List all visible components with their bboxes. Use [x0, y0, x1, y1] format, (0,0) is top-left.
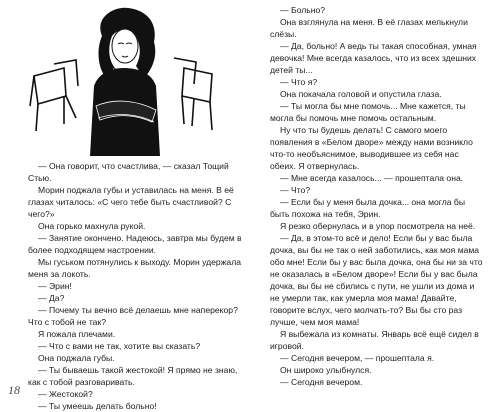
paragraph: — Ты умеешь делать больно!	[38, 401, 157, 411]
paragraph: Она поджала губы.	[38, 353, 115, 363]
paragraph: — Ты бываешь такой жестокой! Я прямо не знаю, как с тобой разговаривать.	[28, 365, 238, 387]
paragraph: — Что я?	[280, 77, 318, 87]
paragraph: — Больно?	[280, 5, 326, 15]
paragraph: — Жестокой?	[38, 389, 93, 399]
paragraph: — Эрин!	[38, 281, 72, 291]
paragraph: — Да, в этом-то всё и дело! Если бы у вас была дочка, вы бы не так о ней заботились, как моя мама обо мне! Если бы у вас была дочка, она бы ни за что не оказалась в «Белом дворе»! Если бы у вас была дочка, вы бы не сбились с пути, не ушли из дома и не умерли так, как умерла моя мама! Давайте, говорите вслух, чего молчать-то? Вы бы сто раз лучше, чем моя мама!	[270, 233, 483, 327]
paragraph: — Если бы у меня была дочка... она могла бы быть похожа на тебя, Эрин.	[270, 197, 466, 219]
page-number: 18	[8, 383, 20, 397]
left-text-column	[28, 160, 252, 412]
paragraph: Морин поджала губы и уставилась на меня. В её глазах читалось: «С чего тебе быть счастливой? С чего?»	[28, 185, 234, 219]
paragraph: — Мне всегда казалось... — прошептала она.	[280, 173, 464, 183]
paragraph: Мы гуськом потянулись к выходу. Морин удержала меня за локоть.	[28, 257, 241, 279]
paragraph: — Сегодня вечером.	[280, 377, 363, 387]
right-text-column	[270, 4, 485, 388]
paragraph: Она горько махнула рукой.	[38, 221, 146, 231]
paragraph: — Занятие окончено. Надеюсь, завтра мы будем в более подходящем настроении.	[28, 233, 242, 255]
paragraph: — Что?	[280, 185, 311, 195]
paragraph: — Сегодня вечером, — прошептала я.	[280, 353, 435, 363]
paragraph: Ну что ты будешь делать! С самого моего появления в «Белом дворе» между нами возникло что-то необъяснимое, выводившее из себя нас обеих. Я отвернулась.	[270, 125, 473, 171]
paragraph: Она покачала головой и опустила глаза.	[280, 89, 442, 99]
paragraph: — Да?	[38, 293, 65, 303]
paragraph: Она взглянула на меня. В её глазах мелькнули слёзы.	[270, 17, 468, 39]
paragraph: — Она говорит, что счастлива, — сказал Тощий Стью.	[28, 161, 229, 183]
paragraph: Я пожала плечами.	[38, 329, 116, 339]
paragraph: Он широко улыбнулся.	[280, 365, 372, 375]
paragraph: — Почему ты вечно всё делаешь мне наперекор? Что с тобой не так?	[28, 305, 238, 327]
paragraph: Я резко обернулась и в упор посмотрела на неё.	[280, 221, 476, 231]
paragraph: — Ты могла бы мне помочь... Мне кажется, ты могла бы помочь мне помочь остальным.	[270, 101, 466, 123]
paragraph: — Что с вами не так, хотите вы сказать?	[38, 341, 201, 351]
paragraph: Я выбежала из комнаты. Январь всё ещё сидел в игровой.	[270, 329, 479, 351]
paragraph: — Да, больно! А ведь ты такая способная, умная девочка! Мне всегда казалось, что из всех здешних детей ты...	[270, 41, 477, 75]
girl-arms-crossed-illustration	[24, 6, 224, 156]
